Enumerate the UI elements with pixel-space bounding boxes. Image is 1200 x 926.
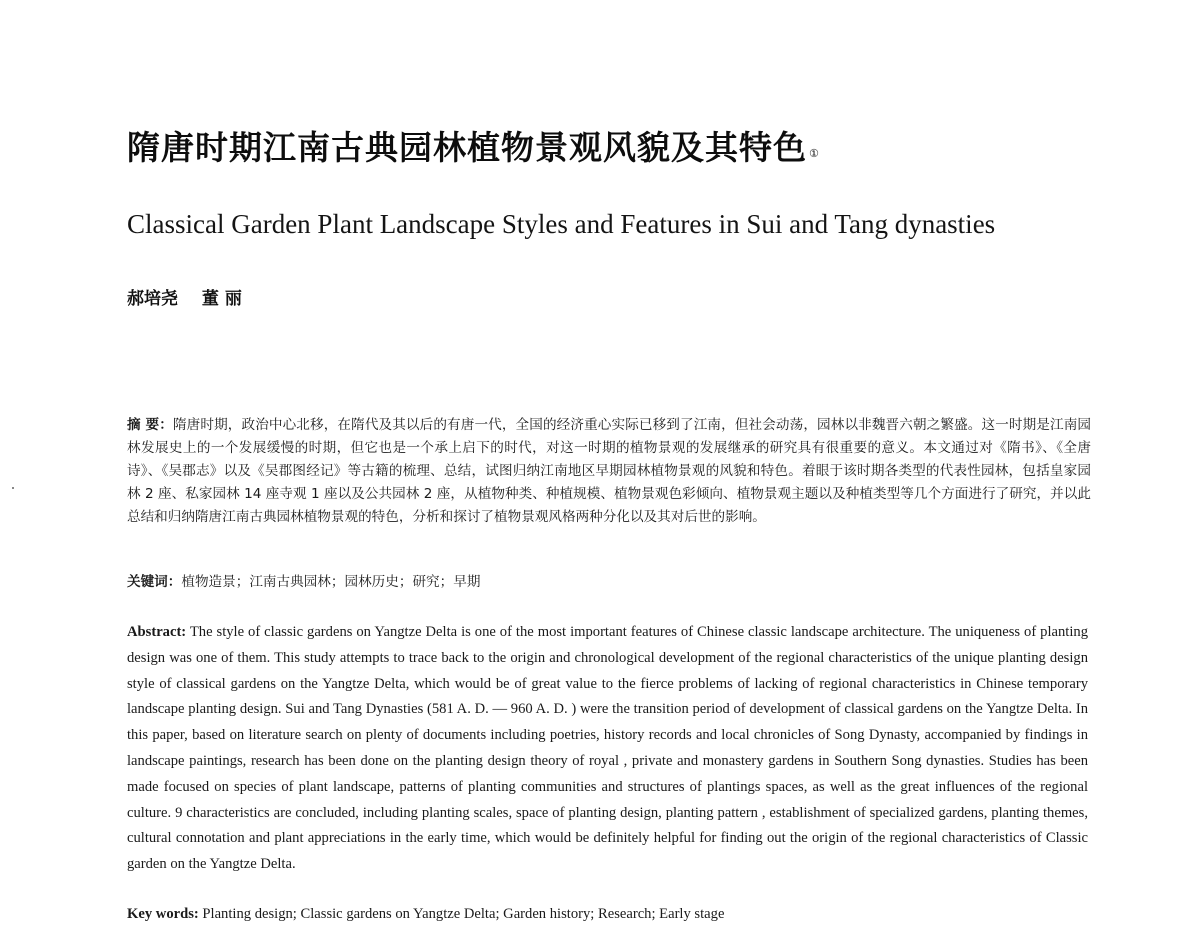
keywords-en-label: Key words: — [127, 906, 199, 922]
abstract-cn-label: 摘 要： — [127, 417, 173, 433]
author-name: 郝培尧 — [127, 289, 178, 309]
abstract-english — [127, 620, 1088, 878]
author-list — [127, 284, 260, 309]
abstract-cn-text: 隋唐时期，政治中心北移，在隋代及其以后的有唐一代，全国的经济重心实际已移到了江南，但社会动荡，园林以非魏晋六朝之繁盛。这一时期是江南园林发展史上的一个发展缓慢的时期，但它也是一个承上启下的时代，对这一时期的植物景观的发展继承的研究具有很重要的意义。本文通过对《隋书》、《全唐诗》、《吴郡志》以及《吴郡图经记》等古籍的梳理、总结，试图归纳江南地区早期园林植物景观的风貌和特色。着眼于该时期各类型的代表性园林，包括皇家园林 2 座、私家园林 14 座寺观 1 座以及公共园林 2 座，从植物种类、种植规模、植物景观色彩倾向、植物景观主题以及种植类型等几个方面进行了研究，并以此总结和归纳隋唐江南古典园林植物景观的特色，分析和探讨了植物景观风格两种分化以及其对后世的影响。 — [127, 417, 1092, 526]
abstract-en-text: The style of classic gardens on Yangtze Delta is one of the most important features of Chinese classic landscape architecture. The uniqueness of planting design was one of them. This study attempts to trace back to the origin and chronological development of the regional characteristics of the unique planting design style of classical gardens on the Yangtze Delta, which would be of great value to the fierce problems of lacking of regional characteristics in Chinese temporary landscape planting design. Sui and Tang Dynasties (581 A. D. — 960 A. D. ) were the transition period of development of classical gardens on the Yangtze Delta. In this paper, based on literature search on plenty of documents including poetries, history records and local chronicles of Song Dynasty, accompanied by findings in landscape paintings, research has been done on the planting design theory of royal , private and monastery gardens in Southern Song dynasties. Studies has been made focused on species of plant landscape, patterns of planting communities and structures of plantings spaces, as well as the great influences of the regional culture. 9 characteristics are concluded, including planting scales, space of planting design, planting pattern , establishment of specialized gardens, planting themes, cultural connotation and plant appreciations in the early time, which would be definitely helpful for finding out the origin of the regional characteristics of Classic garden on the Yangtze Delta. — [127, 624, 1088, 873]
abstract-en-label: Abstract: — [127, 624, 187, 640]
paper-title-chinese — [127, 126, 1107, 170]
keywords-cn-text: 植物造景；江南古典园林；园林历史；研究；早期 — [181, 574, 481, 590]
author-name: 董 丽 — [201, 289, 242, 309]
scan-speck — [12, 487, 14, 489]
keywords-cn-label: 关键词： — [127, 574, 182, 590]
abstract-chinese — [127, 414, 1091, 529]
keywords-chinese — [127, 571, 1091, 593]
title-cn-text: 隋唐时期江南古典园林植物景观风貌及其特色 — [127, 128, 807, 167]
keywords-en-text: Planting design; Classic gardens on Yangtze Delta; Garden history; Research; Early stage — [202, 906, 725, 922]
keywords-english — [127, 902, 1088, 926]
title-footnote-mark[interactable]: ① — [809, 147, 820, 160]
paper-title-english: Classical Garden Plant Landscape Styles and Features in Sui and Tang dynasties — [127, 209, 996, 239]
